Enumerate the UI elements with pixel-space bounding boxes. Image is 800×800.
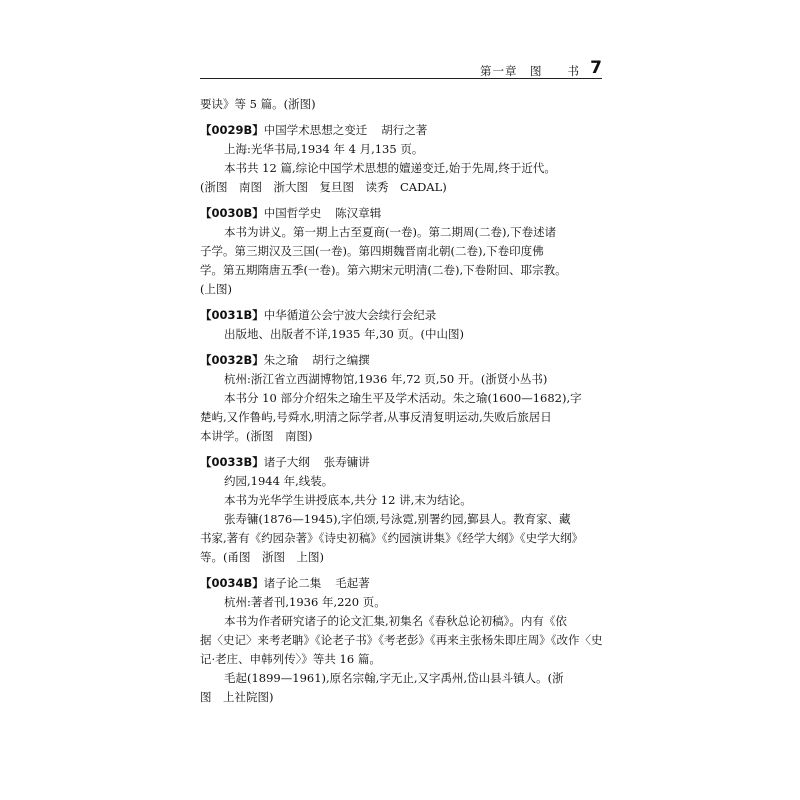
continuation-line: 要诀》等 5 篇。(浙图) [200,97,316,111]
page-body [200,95,602,707]
entry-text-line: 据〈史记〉来考老聃》《论老子书》《考老彭》《再来主张杨朱即庄周》《改作〈史 [200,633,602,647]
entry-author: 胡行之著 [381,123,428,137]
entry-heading [200,121,602,140]
entry-heading [200,574,602,593]
entry-text-line: (浙图 南图 浙大图 复旦图 读秀 CADAL) [200,180,447,194]
entry-text-line: 等。(甬图 浙图 上图) [200,550,324,564]
catalog-entry [200,306,602,344]
entry-text-line: 出版地、出版者不详,1935 年,30 页。(中山图) [224,327,464,341]
entry-text-line: 本书为光华学生讲授底本,共分 12 讲,末为结论。 [224,493,472,507]
catalog-entry [200,351,602,446]
entry-text-line: 本讲学。(浙图 南图) [200,429,313,443]
entry-text-line: 子学。第三期汉及三国(一卷)。第四期魏晋南北朝(二卷),下卷印度佛 [200,244,544,258]
entry-code: 【0031B】 [200,308,264,322]
entry-title: 中国学术思想之变迁 [263,123,368,137]
entry-code: 【0032B】 [200,353,264,367]
entry-text-line: 记·老庄、申韩列传〉》等共 16 篇。 [200,652,381,666]
catalog-entry [200,204,602,299]
entry-code: 【0030B】 [200,206,264,220]
entry-text-line: 上海:光华书局,1934 年 4 月,135 页。 [224,142,424,156]
entry-heading [200,351,602,370]
entry-text-line: 书家,著有《约园杂著》《诗史初稿》《约园演讲集》《经学大纲》《史学大纲》 [200,531,584,545]
entry-author: 张寿镛讲 [323,455,370,469]
entry-text-line: 楚屿,又作鲁屿,号舜水,明清之际学者,从事反清复明运动,失败后旅居日 [200,410,552,424]
catalog-entry [200,453,602,567]
entry-text-line: 杭州:著者刊,1936 年,220 页。 [224,595,386,609]
entry-code: 【0029B】 [200,123,264,137]
entry-text-line: 本书为作者研究诸子的论文汇集,初集名《春秋总论初稿》。内有《依 [224,614,567,628]
entry-title: 中华循道公会宁波大会续行会纪录 [263,308,437,322]
entry-text-line: 本书为讲义。第一期上古至夏商(一卷)。第二期周(二卷),下卷述诸 [224,225,557,239]
entry-text-line: 学。第五期隋唐五季(一卷)。第六期宋元明清(二卷),下卷附回、耶宗教。 [200,263,567,277]
chapter-title: 第一章 图 书 [480,64,580,78]
entry-author: 陈汉章辑 [335,206,382,220]
entry-text-line: 约园,1944 年,线装。 [224,474,334,488]
entry-heading [200,306,602,325]
entry-code: 【0033B】 [200,455,264,469]
entry-list [200,121,602,707]
entry-title: 朱之瑜 [263,353,299,367]
catalog-entry [200,574,602,707]
entry-author: 胡行之编撰 [312,353,370,367]
entry-text-line: 张寿镛(1876—1945),字伯颂,号泳霓,别署约园,鄞县人。教育家、藏 [224,512,571,526]
entry-heading [200,204,602,223]
entry-title: 诸子大纲 [263,455,310,469]
entry-title: 中国哲学史 [263,206,322,220]
entry-text-line: (上图) [200,282,232,296]
catalog-entry [200,121,602,197]
entry-title: 诸子论二集 [263,576,322,590]
entry-text-line: 杭州:浙江省立西湖博物馆,1936 年,72 页,50 开。(浙贤小丛书) [224,372,548,386]
entry-heading [200,453,602,472]
running-header [200,58,602,78]
entry-code: 【0034B】 [200,576,264,590]
entry-text-line: 图 上社院图) [200,690,274,704]
header-rule [200,78,602,79]
entry-author: 毛起著 [335,576,370,590]
entry-text-line: 本书分 10 部分介绍朱之瑜生平及学术活动。朱之瑜(1600—1682),字 [224,391,582,405]
entry-text-line: 本书共 12 篇,综论中国学术思想的嬗递变迁,始于先周,终于近代。 [224,161,556,175]
page-number: 7 [590,58,602,78]
entry-text-line: 毛起(1899—1961),原名宗翰,字无止,又字禹州,岱山县斗镇人。(浙 [224,671,564,685]
